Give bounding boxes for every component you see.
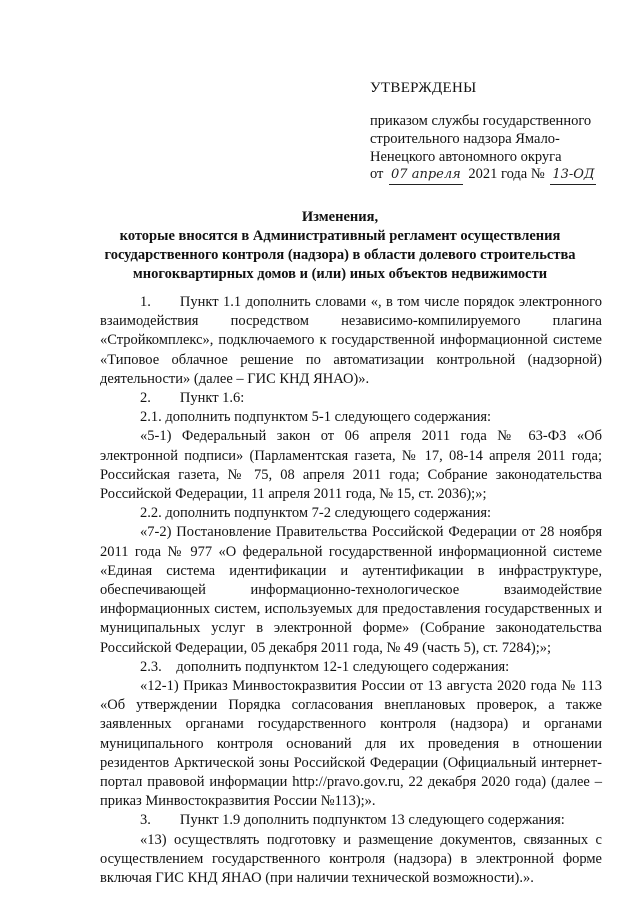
document-title	[80, 208, 600, 284]
paragraph-12-1: «12-1) Приказ Минвостокразвития России от 13 августа 2020 года № 113 «Об утверждении Порядка согласования внеплановых проверок, а также заявленных органами государственного контроля (надзора) и органами муниципального контроля оснований для их проведения в отношении резидентов Арктической зоны Российской Федерации (Официальный интернет-портал правовой информации http://pravo.gov.ru, 22 декабря 2020 года) (далее – приказ Минвостокразвития России №113);».	[100, 678, 602, 810]
handwritten-number: 13-ОД	[550, 166, 596, 185]
approval-line-1: приказом службы государственного	[370, 113, 592, 129]
paragraph-1: 1. Пункт 1.1 дополнить словами «, в том числе порядок электронного взаимодействия посредством независимо-компилируемого плагина «Стройкомплекс», подключаемого к государственной информационной системе «Типовое облачное решение по автоматизации контрольной (надзорной) деятельности» (далее – ГИС КНД ЯНАО)».	[100, 294, 602, 387]
approval-line-3: Ненецкого автономного округа	[370, 149, 562, 165]
title-line-4: многоквартирных домов и (или) иных объектов недвижимости	[132, 266, 548, 282]
paragraph-3: 3. Пункт 1.9 дополнить подпунктом 13 следующего содержания:	[140, 812, 565, 829]
title-line-2: которые вносятся в Административный регламент осуществления	[119, 228, 561, 244]
paragraph-5-1: «5-1) Федеральный закон от 06 апреля 2011 года № 63-ФЗ «Об электронной подписи» (Парламентская газета, № 17, 08-14 апреля 2011 года; Российская газета, № 75, 08 апреля 2011 года; Собрание законодательства Российской Федерации, 11 апреля 2011 года, № 15, ст. 2036);»;	[100, 428, 602, 503]
handwritten-date: 07 апреля	[389, 166, 463, 185]
approval-line-2: строительного надзора Ямало-	[370, 131, 560, 147]
paragraph-2-2: 2.2. дополнить подпунктом 7-2 следующего содержания:	[140, 505, 492, 522]
document-body	[100, 293, 602, 888]
paragraph-2-1: 2.1. дополнить подпунктом 5-1 следующего содержания:	[140, 409, 492, 426]
date-suffix: 2021 года №	[468, 166, 545, 182]
date-prefix: от	[370, 166, 384, 182]
paragraph-2-3: 2.3. дополнить подпунктом 12-1 следующего содержания:	[140, 658, 510, 675]
paragraph-7-2: «7-2) Постановление Правительства Российской Федерации от 28 ноября 2011 года № 977 «О федеральной государственной информационной системе «Единая система идентификации и аутентификации в инфраструктуре, обеспечивающей информационно-технологическое взаимодействие информационных систем, используемых для предоставления государственных и муниципальных услуг в электронной форме» (Собрание законодательства Российской Федерации, 05 декабря 2011 года, № 49 (часть 5), ст. 7284);»;	[100, 524, 602, 656]
approval-title: УТВЕРЖДЕНЫ	[370, 80, 477, 96]
title-line-3: государственного контроля (надзора) в области долевого строительства	[104, 247, 576, 263]
paragraph-2: 2. Пункт 1.6:	[140, 390, 245, 407]
paragraph-13: «13) осуществлять подготовку и размещение документов, связанных с осуществлением государственного контроля (надзора) в электронной форме включая ГИС КНД ЯНАО (при наличии технической возможности).».	[100, 831, 602, 887]
title-line-1: Изменения,	[301, 209, 379, 225]
approval-date-line	[370, 165, 598, 185]
